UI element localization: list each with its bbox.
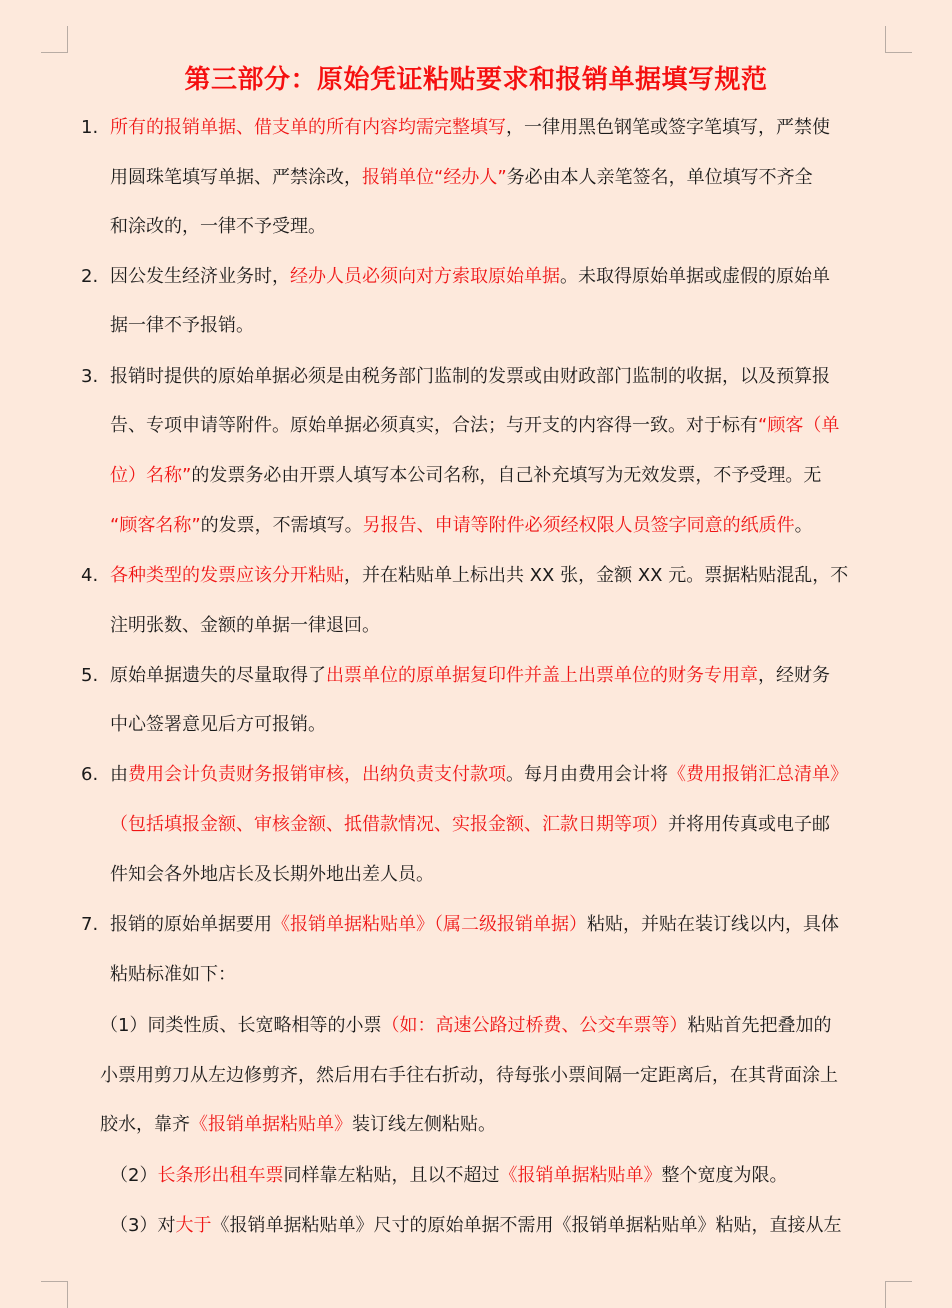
body-text: 和涂改的，一律不予受理。 [110, 216, 326, 237]
body-text: ，并在粘贴单上标出共 XX 张，金额 XX 元。票据粘贴混乱，不 [344, 565, 849, 586]
body-text: 装订线左侧粘贴。 [352, 1114, 496, 1135]
highlighted-text: “顾客（单 [758, 415, 840, 436]
list-item-line [110, 810, 830, 840]
list-item-number: 3. [81, 366, 99, 387]
body-text: （3）对 [110, 1215, 176, 1236]
highlighted-text: 另报告、申请等附件必须经权限人员签字同意的纸质件 [362, 515, 795, 536]
page-corner-bottom-right [885, 1281, 912, 1308]
list-item-line [110, 362, 830, 392]
body-text: 的发票务必由开票人填写本公司名称，自己补充填写为无效发票，不予受理。无 [191, 465, 822, 486]
body-text: ，经财务 [758, 665, 830, 686]
list-item-line [110, 661, 830, 691]
sub-item-line [100, 1061, 838, 1091]
list-item-line [110, 960, 236, 990]
list-item-line [110, 860, 434, 890]
list-item-line [110, 163, 813, 193]
body-text: （1）同类性质、长宽略相等的小票 [100, 1015, 382, 1036]
list-item-line [110, 710, 326, 740]
list-item-line [110, 411, 839, 441]
sub-item-line [110, 1211, 841, 1241]
list-item-number: 4. [81, 565, 99, 586]
highlighted-text: 《报销单据粘贴单》（属二级报销单据） [272, 914, 587, 935]
highlighted-text: “顾客名称” [110, 515, 201, 536]
body-text: 同样靠左粘贴，且以不超过 [283, 1165, 500, 1186]
list-item-line [110, 212, 326, 242]
body-text: 报销时提供的原始单据必须是由税务部门监制的发票或由财政部门监制的收据，以及预算报 [110, 366, 830, 387]
list-item-number: 6. [81, 764, 99, 785]
page-corner-bottom-left [41, 1281, 68, 1308]
sub-item-line [110, 1161, 787, 1191]
list-item-line [110, 262, 830, 292]
document-title: 第三部分：原始凭证粘贴要求和报销单据填写规范 [184, 65, 768, 95]
highlighted-text: 位）名称” [110, 465, 192, 486]
highlighted-text: 出票单位的原单据复印件并盖上出票单位的财务专用章 [326, 665, 758, 686]
list-item-line [110, 511, 813, 541]
list-item-number: 5. [81, 665, 99, 686]
highlighted-text: 长条形出租车票 [157, 1165, 284, 1186]
body-text: 用圆珠笔填写单据、严禁涂改， [110, 167, 362, 188]
sub-item-line [100, 1110, 496, 1140]
list-item-number: 7. [81, 914, 99, 935]
body-text: 据一律不予报销。 [110, 315, 254, 336]
page-corner-top-right [885, 26, 912, 53]
body-text: 。每月由费用会计将 [506, 764, 668, 785]
highlighted-text: （如：高速公路过桥费、公交车票等） [381, 1015, 688, 1036]
body-text: 《报销单据粘贴单》尺寸的原始单据不需用《报销单据粘贴单》粘贴，直接从左 [211, 1215, 842, 1236]
list-item-line [110, 311, 254, 341]
highlighted-text: 费用会计负责财务报销审核，出纳负责支付款项 [128, 764, 506, 785]
highlighted-text: 《报销单据粘贴单》 [190, 1114, 352, 1135]
list-item-line [110, 461, 821, 491]
body-text: 。 [794, 515, 813, 536]
body-text: 整个宽度为限。 [661, 1165, 788, 1186]
body-text: 原始单据遗失的尽量取得了 [110, 665, 326, 686]
body-text: 注明张数、金额的单据一律退回。 [110, 615, 380, 636]
list-item-line [110, 910, 839, 940]
highlighted-text: 《费用报销汇总清单》 [668, 764, 848, 785]
body-text: 胶水，靠齐 [100, 1114, 190, 1135]
page-corner-top-left [41, 26, 68, 53]
list-item-number: 2. [81, 266, 99, 287]
body-text: 件知会各外地店长及长期外地出差人员。 [110, 864, 434, 885]
body-text: （2） [110, 1165, 158, 1186]
body-text: 因公发生经济业务时， [110, 266, 290, 287]
body-text: 的发票，不需填写。 [200, 515, 363, 536]
body-text: 粘贴标准如下： [110, 964, 236, 985]
body-text: ，一律用黑色钢笔或签字笔填写，严禁使 [506, 117, 830, 138]
body-text: 小票用剪刀从左边修剪齐，然后用右手往右折动，待每张小票间隔一定距离后，在其背面涂上 [100, 1065, 838, 1086]
list-item-number: 1. [81, 117, 99, 138]
highlighted-text: 大于 [175, 1215, 212, 1236]
body-text: 由 [110, 764, 128, 785]
sub-item-line [100, 1011, 831, 1041]
highlighted-text: 各种类型的发票应该分开粘贴 [110, 565, 344, 586]
body-text: 粘贴，并贴在装订线以内，具体 [587, 914, 839, 935]
body-text: 。未取得原始单据或虚假的原始单 [560, 266, 830, 287]
body-text: 报销的原始单据要用 [110, 914, 272, 935]
list-item-line [110, 113, 830, 143]
body-text: 告、专项申请等附件。原始单据必须真实，合法；与开支的内容得一致。对于标有 [110, 415, 758, 436]
highlighted-text: 经办人员必须向对方索取原始单据 [290, 266, 560, 287]
body-text: 中心签署意见后方可报销。 [110, 714, 326, 735]
list-item-line [110, 611, 380, 641]
body-text: 务必由本人亲笔签名，单位填写不齐全 [506, 167, 813, 188]
list-item-line [110, 561, 848, 591]
body-text: 并将用传真或电子邮 [668, 814, 830, 835]
highlighted-text: 所有的报销单据、借支单的所有内容均需完整填写 [110, 117, 506, 138]
highlighted-text: 报销单位“经办人” [362, 167, 507, 188]
list-item-line [110, 760, 848, 790]
body-text: 粘贴首先把叠加的 [687, 1015, 832, 1036]
highlighted-text: 《报销单据粘贴单》 [499, 1165, 662, 1186]
highlighted-text: （包括填报金额、审核金额、抵借款情况、实报金额、汇款日期等项） [110, 814, 668, 835]
